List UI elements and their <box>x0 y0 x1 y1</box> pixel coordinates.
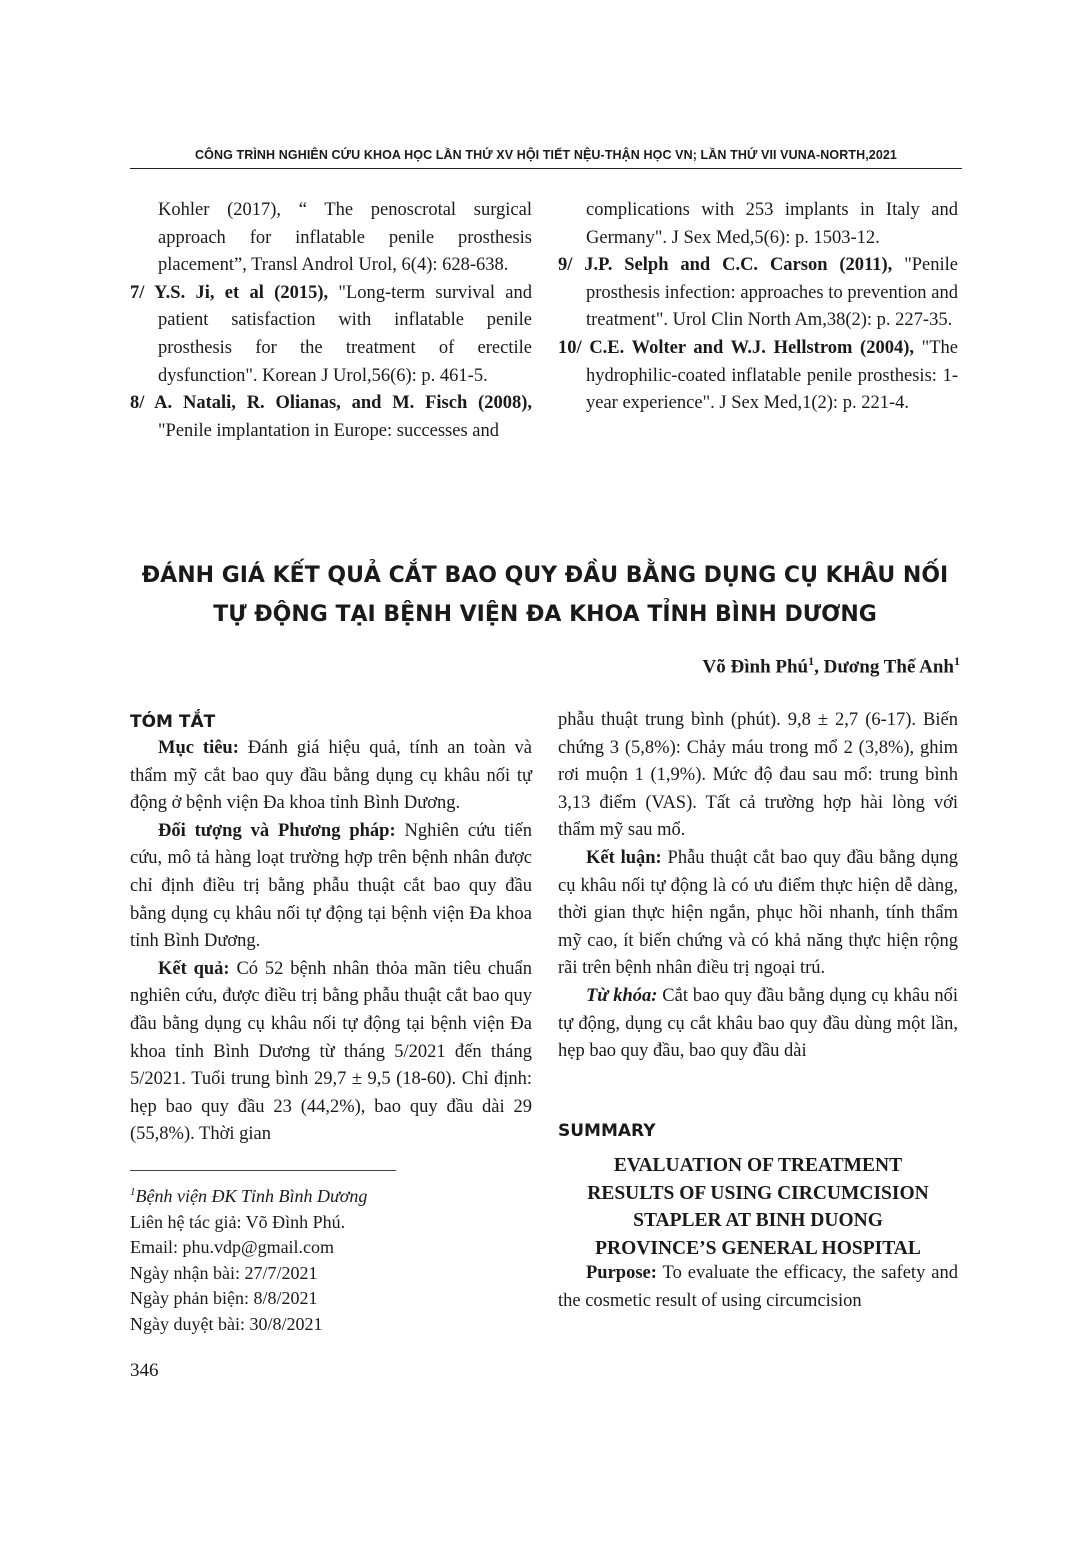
reference-9-authors: 9/ J.P. Selph and C.C. Carson (2011), <box>558 255 893 276</box>
abstract-objective <box>130 735 532 818</box>
abstract-right-column <box>558 707 958 1066</box>
affiliation-sup: 1 <box>130 1186 136 1198</box>
header-rule <box>130 168 962 169</box>
summary-purpose <box>558 1260 958 1315</box>
author-2-affil: 1 <box>954 654 960 668</box>
reference-7 <box>130 280 532 390</box>
footnote-affiliation <box>130 1180 367 1210</box>
reference-7-body: "Long-term survival and patient satisfaction with inflatable penile prosthesis for the treatment of erectile dysfunction". Korean J Urol,56(6): p. 461-5. <box>158 282 532 386</box>
article-title <box>110 556 980 634</box>
author-separator: , <box>814 656 824 678</box>
article-title-line-2: TỰ ĐỘNG TẠI BỆNH VIỆN ĐA KHOA TỈNH BÌNH DƯƠNG <box>213 602 877 627</box>
summary-title-line-4: PROVINCE’S GENERAL HOSPITAL <box>595 1237 921 1259</box>
reference-8-body: "Penile implantation in Europe: successes and <box>158 420 499 441</box>
summary-title-line-3: STAPLER AT BINH DUONG <box>633 1210 883 1231</box>
reference-10-authors: 10/ C.E. Wolter and W.J. Hellstrom (2004), <box>558 337 914 358</box>
reference-8-continuation: complications with 253 implants in Italy and Germany". J Sex Med,5(6): p. 1503-12. <box>586 200 958 248</box>
reference-8 <box>130 390 532 445</box>
abstract-keywords <box>558 983 958 1066</box>
footnote-email: Email: phu.vdp@gmail.com <box>130 1237 335 1257</box>
reference-10-body: "The hydrophilic-coated inflatable penile prosthesis: 1-year experience". J Sex Med,1(2): p. 221-4. <box>586 337 958 414</box>
reference-6-continuation: Kohler (2017), “ The penoscrotal surgical approach for inflatable penile prosthesis placement”, Transl Androl Urol, 6(4): 628-638. <box>158 200 532 276</box>
author-1: Võ Đình Phú <box>702 656 809 678</box>
references-left-column <box>130 197 532 445</box>
abstract-left-column <box>130 735 532 1149</box>
conclusion-text: Phẫu thuật cắt bao quy đầu bằng dụng cụ khâu nối tự động là có ưu điểm thực hiện dễ dàng, thời gian thực hiện ngắn, phục hồi nhanh, tính thẩm mỹ cao, ít biến chứng và có khả năng thực hiện rộng rãi trên bệnh nhân điều trị ngoại trú. <box>558 847 959 979</box>
summary-heading: SUMMARY <box>558 1121 656 1141</box>
purpose-text: To evaluate the efficacy, the safety and the cosmetic result of using circumcision <box>558 1263 958 1311</box>
summary-title <box>558 1152 958 1262</box>
abstract-conclusion <box>558 845 958 983</box>
abstract-results <box>130 956 532 1149</box>
affiliation-text: Bệnh viện ĐK Tỉnh Bình Dương <box>135 1186 368 1206</box>
page-number: 346 <box>130 1360 159 1381</box>
abstract-methods <box>130 818 532 956</box>
results-label: Kết quả: <box>158 958 230 979</box>
reference-8-authors: 8/ A. Natali, R. Olianas, and M. Fisch (2008), <box>130 393 532 414</box>
summary-title-line-1: EVALUATION OF TREATMENT <box>613 1155 903 1176</box>
references-right-column <box>558 197 958 418</box>
purpose-label: Purpose: <box>586 1263 657 1283</box>
methods-text: Nghiên cứu tiến cứu, mô tả hàng loạt trường hợp trên bệnh nhân được chỉ định điều trị bằng phẫu thuật cắt bao quy đầu bằng dụng cụ khâu nối tự động tại bệnh viện Đa khoa tỉnh Bình Dương. <box>130 820 532 952</box>
objective-label: Mục tiêu: <box>158 738 239 758</box>
footnote-contact: Liên hệ tác giả: Võ Đình Phú. <box>130 1211 346 1232</box>
footnote-received: Ngày nhận bài: 27/7/2021 <box>130 1262 318 1283</box>
footnote-accepted: Ngày duyệt bài: 30/8/2021 <box>130 1313 323 1334</box>
summary-title-line-2: RESULTS OF USING CIRCUMCISION <box>587 1182 929 1204</box>
objective-text: Đánh giá hiệu quả, tính an toàn và thẩm mỹ cắt bao quy đầu bằng dụng cụ khâu nối tự động ở bệnh viện Đa khoa tỉnh Bình Dương. <box>130 738 532 814</box>
author-2: Dương Thế Anh <box>823 656 954 678</box>
article-title-line-1: ĐÁNH GIÁ KẾT QUẢ CẮT BAO QUY ĐẦU BẰNG DỤNG CỤ KHÂU NỐI <box>141 563 949 588</box>
keywords-label: Từ khóa: <box>586 985 658 1006</box>
footnote <box>130 1180 367 1337</box>
summary-purpose-block <box>558 1260 958 1315</box>
abstract-heading: TÓM TẮT <box>130 712 216 732</box>
reference-10 <box>558 335 958 418</box>
keywords-text: Cắt bao quy đầu bằng dụng cụ khâu nối tự động, dụng cụ cắt khâu bao quy đầu dùng một lần, hẹp bao quy đầu, bao quy đầu dài <box>558 985 958 1062</box>
reference-9-body: "Penile prosthesis infection: approaches to prevention and treatment". Urol Clin North Am,38(2): p. 227-35. <box>586 255 958 331</box>
authors <box>703 654 960 678</box>
abstract-results-continuation: phẫu thuật trung bình (phút). 9,8 ± 2,7 (6-17). Biến chứng 3 (5,8%): Chảy máu trong mổ 2 (3,8%), ghim rơi muộn 1 (1,9%). Mức độ đau sau mổ: trung bình 3,13 điểm (VAS). Tất cả trường hợp hài lòng với thẩm mỹ sau mổ. <box>558 710 958 841</box>
running-header: CÔNG TRÌNH NGHIÊN CỨU KHOA HỌC LẦN THỨ XV HỘI TIẾT NỆU-THẬN HỌC VN; LẦN THỨ VII VUNA-NORTH,2021 <box>195 148 897 162</box>
reference-9 <box>558 252 958 335</box>
reference-7-authors: 7/ Y.S. Ji, et al (2015), <box>130 282 329 303</box>
footnote-reviewed: Ngày phản biện: 8/8/2021 <box>130 1288 318 1308</box>
author-1-affil: 1 <box>808 654 815 668</box>
conclusion-label: Kết luận: <box>586 847 662 868</box>
results-text: Có 52 bệnh nhân thỏa mãn tiêu chuẩn nghiên cứu, được điều trị bằng phẫu thuật cắt bao quy đầu bằng dụng cụ khâu nối tự động tại bệnh viện Đa khoa tỉnh Bình Dương từ tháng 5/2021 đến tháng 5/2021. Tuổi trung bình 29,7 ± 9,5 (18-60). Chỉ định: hẹp bao quy đầu 23 (44,2%), bao quy đầu dài 29 (55,8%). Thời gian <box>130 958 533 1145</box>
footnote-rule <box>130 1170 396 1171</box>
methods-label: Đối tượng và Phương pháp: <box>158 820 396 841</box>
